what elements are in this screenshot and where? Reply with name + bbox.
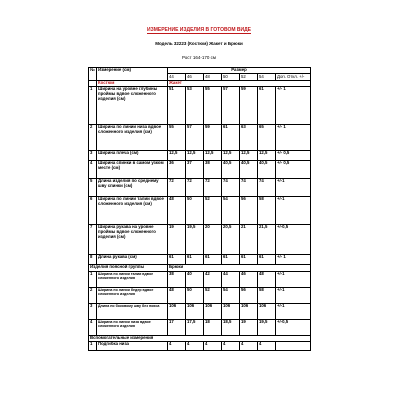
row-label: Ширина по линии бедер вдвое сложенного изделия (97, 287, 168, 303)
value-cell: 19 (168, 225, 186, 255)
row-label: Длина рукава (см) (97, 255, 168, 265)
value-cell: 20 (204, 225, 222, 255)
value-cell: 12,5 (204, 151, 222, 161)
value-cell: 106 (168, 303, 186, 319)
value-cell: 17 (168, 319, 186, 335)
section-left: Изделия поясной группы (89, 265, 168, 271)
row-number: 7 (89, 225, 97, 255)
row-number: 3 (89, 151, 97, 161)
pants-rows (89, 271, 311, 335)
value-cell: 65 (258, 125, 276, 151)
section-left: Костюм (97, 80, 168, 86)
value-cell: 50 (186, 197, 204, 225)
size-chart-sheet (88, 22, 310, 394)
value-cell: 4 (168, 341, 186, 350)
value-cell: 51 (168, 87, 186, 125)
row-label: Ширина спинки в самом узком месте (см) (97, 161, 168, 179)
aux-rows (89, 341, 311, 350)
value-cell: 57 (186, 125, 204, 151)
value-cell: 54 (222, 197, 240, 225)
value-cell: 52 (204, 287, 222, 303)
size-cell: 44 (168, 74, 186, 80)
value-cell: 42 (204, 271, 222, 287)
row-number: 8 (89, 255, 97, 265)
value-cell: 21,5 (258, 225, 276, 255)
tolerance-cell: +/- 0,5 (276, 151, 311, 161)
tolerance-cell: +/-1 (276, 271, 311, 287)
measurements-table (88, 67, 311, 351)
value-cell: 61 (222, 125, 240, 151)
value-cell: 63 (240, 125, 258, 151)
value-cell: 37 (186, 161, 204, 179)
value-cell: 21 (240, 225, 258, 255)
value-cell: 17,5 (186, 319, 204, 335)
row-number: 1 (89, 341, 97, 350)
value-cell: 40,5 (222, 161, 240, 179)
value-cell: 38 (204, 161, 222, 179)
value-cell: 56 (240, 287, 258, 303)
section-aux: Вспомогательные измерения (89, 335, 311, 341)
tolerance-header: Доп. Откл. +/- (276, 74, 311, 80)
value-cell: 59 (240, 87, 258, 125)
value-cell: 57 (222, 87, 240, 125)
row-label: Длина по боковому шву без пояса (97, 303, 168, 319)
value-cell: 4 (222, 341, 240, 350)
value-cell: 106 (204, 303, 222, 319)
value-cell: 40,5 (258, 161, 276, 179)
value-cell: 48 (258, 271, 276, 287)
value-cell: 74 (240, 179, 258, 197)
value-cell: 12,5 (222, 151, 240, 161)
row-number: 4 (89, 161, 97, 179)
value-cell: 19,5 (258, 319, 276, 335)
value-cell: 61 (222, 255, 240, 265)
value-cell: 59 (204, 125, 222, 151)
value-cell: 50 (186, 287, 204, 303)
row-label: Ширина по линии низа вдвое сложенного изделия (97, 319, 168, 335)
value-cell: 106 (186, 303, 204, 319)
value-cell: 72 (168, 179, 186, 197)
tolerance-cell: +/- 1 (276, 255, 311, 265)
value-cell: 61 (258, 87, 276, 125)
value-cell: 12,5 (258, 151, 276, 161)
row-label: Подгибка низа (97, 341, 168, 350)
row-number: 3 (89, 303, 97, 319)
value-cell: 61 (258, 255, 276, 265)
tolerance-cell: +/-1 (276, 197, 311, 225)
tolerance-cell (276, 341, 311, 350)
value-cell: 56 (240, 197, 258, 225)
table-row (89, 179, 311, 197)
row-number: 4 (89, 319, 97, 335)
row-number: 1 (89, 87, 97, 125)
value-cell: 40 (186, 271, 204, 287)
row-number: 5 (89, 179, 97, 197)
value-cell: 4 (258, 341, 276, 350)
tolerance-cell: +/-1 (276, 179, 311, 197)
table-row (89, 341, 311, 350)
row-label: Ширина по линии талии вдвое сложенного изделия (97, 271, 168, 287)
document-title: ИЗМЕРЕНИЕ ИЗДЕЛИЯ В ГОТОВОМ ВИДЕ (146, 27, 252, 33)
table-row (89, 319, 311, 335)
value-cell: 54 (222, 287, 240, 303)
value-cell: 38 (168, 271, 186, 287)
table-row (89, 287, 311, 303)
value-cell: 19 (240, 319, 258, 335)
tolerance-cell: +/-0,5 (276, 225, 311, 255)
height-range: Рост 164-170 см (182, 55, 216, 60)
value-cell: 48 (168, 197, 186, 225)
tolerance-cell: +/-1 (276, 303, 311, 319)
size-cell: 46 (186, 74, 204, 80)
value-cell: 40,5 (240, 161, 258, 179)
value-cell: 12,5 (168, 151, 186, 161)
size-cell: 48 (204, 74, 222, 80)
value-cell: 48 (168, 287, 186, 303)
row-number: 1 (89, 271, 97, 287)
row-label: Длина изделия по среднему шву спинки (см) (97, 179, 168, 197)
size-cell: 54 (258, 74, 276, 80)
value-cell: 20,5 (222, 225, 240, 255)
row-number: 2 (89, 125, 97, 151)
header-size: Размер (168, 68, 311, 74)
value-cell: 55 (204, 87, 222, 125)
value-cell: 106 (240, 303, 258, 319)
value-cell: 106 (222, 303, 240, 319)
value-cell: 36 (168, 161, 186, 179)
value-cell: 4 (240, 341, 258, 350)
tolerance-cell: +/- 1 (276, 125, 311, 151)
value-cell: 58 (258, 197, 276, 225)
size-cell: 50 (222, 74, 240, 80)
section-right: Брюки (168, 265, 311, 271)
value-cell: 74 (258, 179, 276, 197)
jacket-rows (89, 87, 311, 265)
value-cell: 18 (204, 319, 222, 335)
value-cell: 55 (168, 125, 186, 151)
row-number: 2 (89, 287, 97, 303)
table-row (89, 125, 311, 151)
value-cell: 4 (204, 341, 222, 350)
tolerance-cell: +/- 1 (276, 87, 311, 125)
row-label: Ширина по линии низа вдвое сложенного изделия (см) (97, 125, 168, 151)
value-cell: 12,5 (186, 151, 204, 161)
table-row (89, 271, 311, 287)
value-cell: 61 (240, 255, 258, 265)
value-cell: 74 (222, 179, 240, 197)
value-cell: 106 (258, 303, 276, 319)
tolerance-cell: +/-1 (276, 287, 311, 303)
row-label: Ширина на уровне глубины проймы вдвое сложенного изделия (см) (97, 87, 168, 125)
value-cell: 44 (222, 271, 240, 287)
header-measure: Измерение (см) (97, 68, 168, 81)
value-cell: 72 (204, 179, 222, 197)
tolerance-cell: +/-0,5 (276, 319, 311, 335)
value-cell: 19,5 (186, 225, 204, 255)
row-number: 6 (89, 197, 97, 225)
table-row (89, 151, 311, 161)
value-cell: 12,5 (240, 151, 258, 161)
section-right: Жакет (168, 80, 311, 86)
value-cell: 46 (240, 271, 258, 287)
value-cell: 52 (204, 197, 222, 225)
value-cell: 61 (204, 255, 222, 265)
value-cell: 53 (186, 87, 204, 125)
table-row (89, 255, 311, 265)
value-cell: 58 (258, 287, 276, 303)
row-label: Ширина рукава на уровне проймы вдвое сложенного изделия (см) (97, 225, 168, 255)
table-row (89, 197, 311, 225)
table-row (89, 87, 311, 125)
model-name: Модель 32223 (Костюм) Жакет и Брюки (155, 41, 243, 46)
size-cell: 52 (240, 74, 258, 80)
row-label: Ширина по линии талии вдвое сложенного изделия (см) (97, 197, 168, 225)
table-row (89, 303, 311, 319)
row-label: Ширина плеча (см) (97, 151, 168, 161)
table-row (89, 225, 311, 255)
table-row (89, 161, 311, 179)
value-cell: 18,5 (222, 319, 240, 335)
value-cell: 72 (186, 179, 204, 197)
value-cell: 4 (186, 341, 204, 350)
value-cell: 61 (186, 255, 204, 265)
tolerance-cell: +/- 0,5 (276, 161, 311, 179)
value-cell: 61 (168, 255, 186, 265)
header-num: № (89, 68, 97, 81)
